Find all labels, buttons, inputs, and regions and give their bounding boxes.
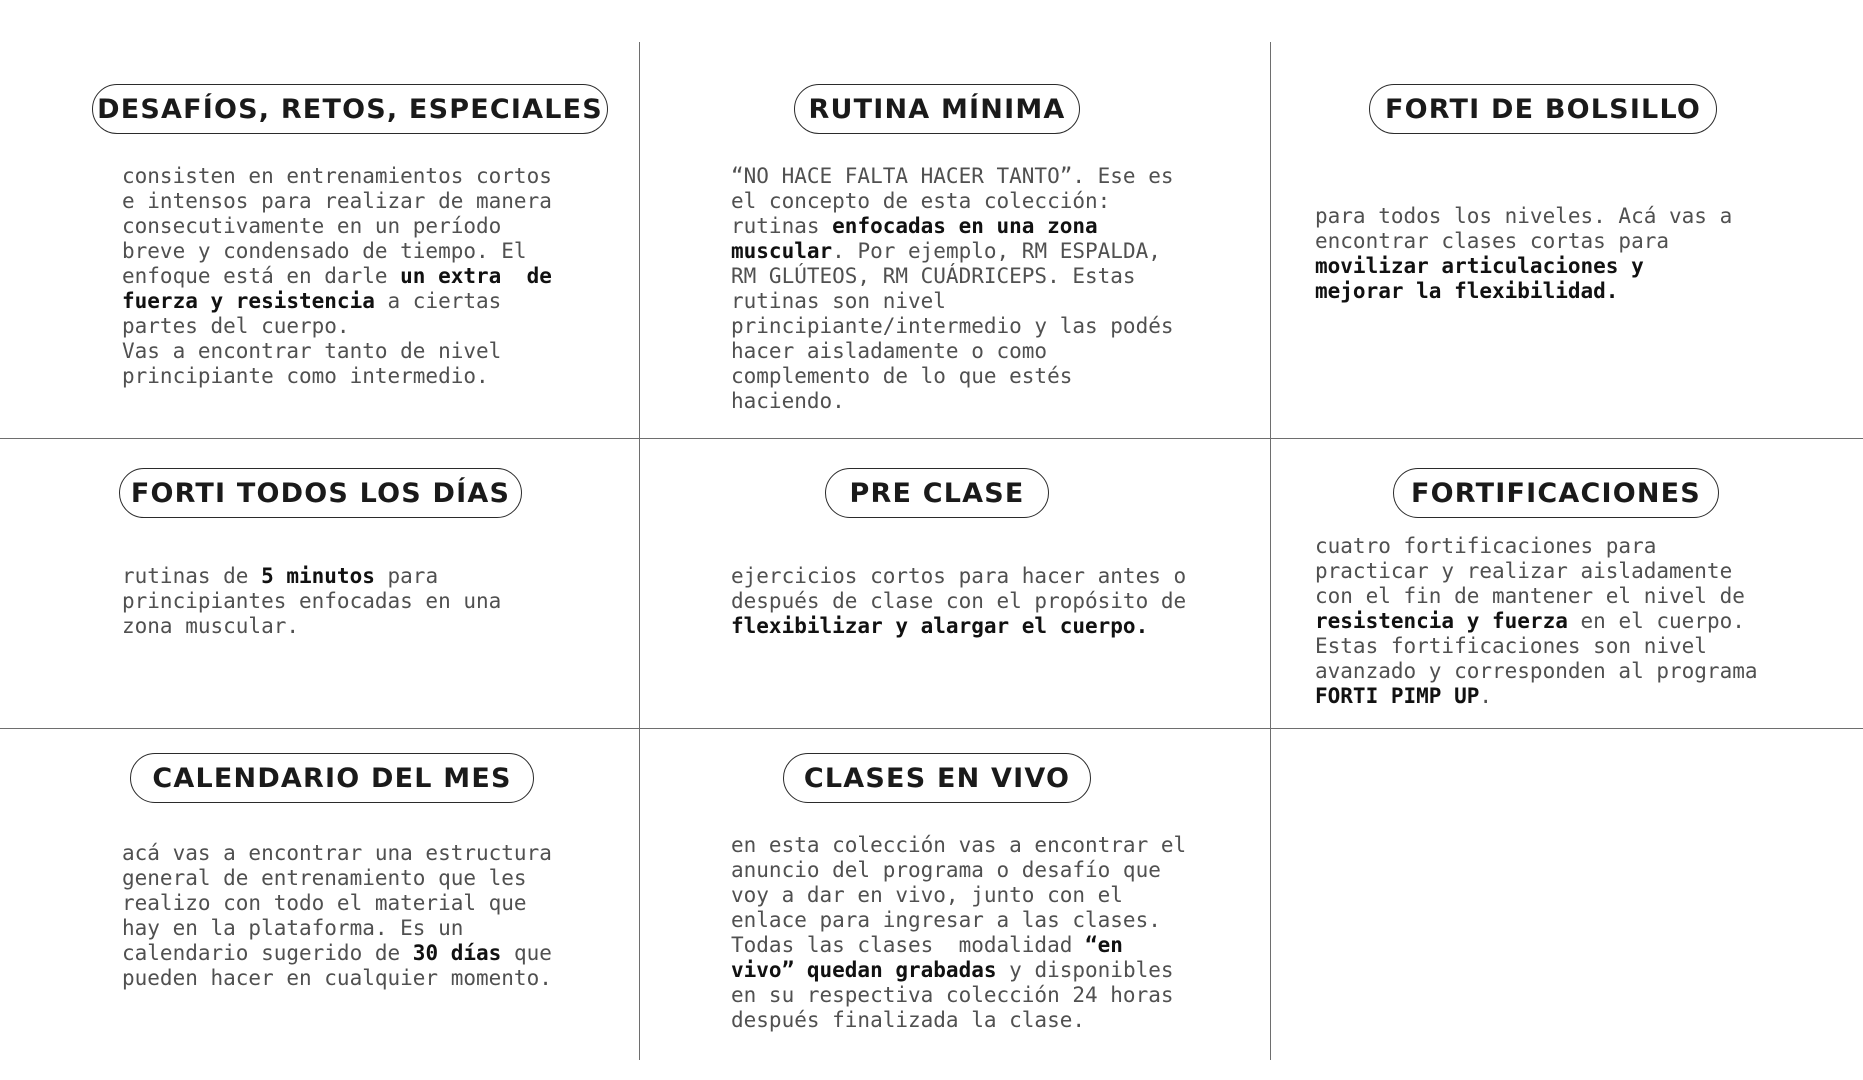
grid-line-horizontal-1 — [0, 438, 1863, 439]
card-title[interactable]: CALENDARIO DEL MES — [130, 753, 534, 803]
body-text: para todos los niveles. Acá vas a encontrar clases cortas para — [1315, 204, 1733, 253]
card-title[interactable]: FORTIFICACIONES — [1393, 468, 1719, 518]
bold-text: enfocadas en una zona muscular — [731, 214, 1098, 263]
card-description — [122, 164, 622, 389]
body-text: cuatro fortificaciones para practicar y realizar aisladamente con el fin de mantener el nivel de — [1315, 534, 1745, 608]
bold-text: 30 días — [412, 941, 502, 965]
card-title[interactable]: DESAFÍOS, RETOS, ESPECIALES — [92, 84, 608, 134]
body-text: para principiantes enfocadas en una zona muscular. — [122, 564, 502, 638]
body-text: a ciertas partes del cuerpo. Vas a encontrar tanto de nivel principiante como intermedio. — [122, 289, 502, 388]
card-title[interactable]: PRE CLASE — [825, 468, 1049, 518]
bold-text: un extra de fuerza y resistencia — [122, 264, 552, 313]
body-text: . — [1479, 684, 1493, 708]
body-text: y disponibles en su respectiva colección 24 horas después finalizada la clase. — [731, 958, 1174, 1032]
bold-text: 5 minutos — [261, 564, 375, 588]
card-description — [731, 564, 1251, 639]
card-title[interactable]: CLASES EN VIVO — [783, 753, 1091, 803]
body-text: acá vas a encontrar una estructura general de entrenamiento que les realizo con todo el material que hay en la plataforma. Es un calendario sugerido de — [122, 841, 552, 965]
body-text: rutinas de — [122, 564, 262, 588]
grid-line-horizontal-2 — [0, 728, 1863, 729]
card-description — [731, 833, 1251, 1033]
card-description — [1315, 534, 1855, 709]
body-text: ejercicios cortos para hacer antes o después de clase con el propósito de — [731, 564, 1187, 613]
card-description — [731, 164, 1251, 414]
card-title[interactable]: RUTINA MÍNIMA — [794, 84, 1080, 134]
card-description — [1315, 204, 1835, 304]
grid-line-vertical-1 — [639, 42, 640, 1060]
card-title[interactable]: FORTI TODOS LOS DÍAS — [119, 468, 522, 518]
bold-text: FORTI PIMP UP — [1315, 684, 1480, 708]
body-text: en el cuerpo. Estas fortificaciones son nivel avanzado y corresponden al programa — [1315, 609, 1758, 683]
body-text: “NO HACE FALTA HACER TANTO”. Ese es el concepto de esta colección: rutinas — [731, 164, 1174, 238]
bold-text: movilizar articulaciones y mejorar la flexibilidad. — [1315, 254, 1644, 303]
body-text: consisten en entrenamientos cortos e intensos para realizar de manera consecutivamente en un período breve y condensado de tiempo. El enfoque está en darle — [122, 164, 552, 288]
card-description — [122, 841, 622, 991]
bold-text: “en vivo” quedan grabadas — [731, 933, 1123, 982]
bold-text: flexibilizar y alargar el cuerpo. — [731, 614, 1149, 638]
bold-text: resistencia y fuerza — [1315, 609, 1568, 633]
card-description — [122, 564, 622, 639]
grid-line-vertical-2 — [1270, 42, 1271, 1060]
body-text: en esta colección vas a encontrar el anuncio del programa o desafío que voy a dar en vivo, junto con el enlace para ingresar a las clases. Todas las clases modalidad — [731, 833, 1187, 957]
body-text: . Por ejemplo, RM ESPALDA, RM GLÚTEOS, RM CUÁDRICEPS. Estas rutinas son nivel principiante/intermedio y las podés hacer aisladamente o como complemento de lo que estés haciendo. — [731, 239, 1174, 413]
body-text: que pueden hacer en cualquier momento. — [122, 941, 552, 990]
card-title[interactable]: FORTI DE BOLSILLO — [1369, 84, 1717, 134]
